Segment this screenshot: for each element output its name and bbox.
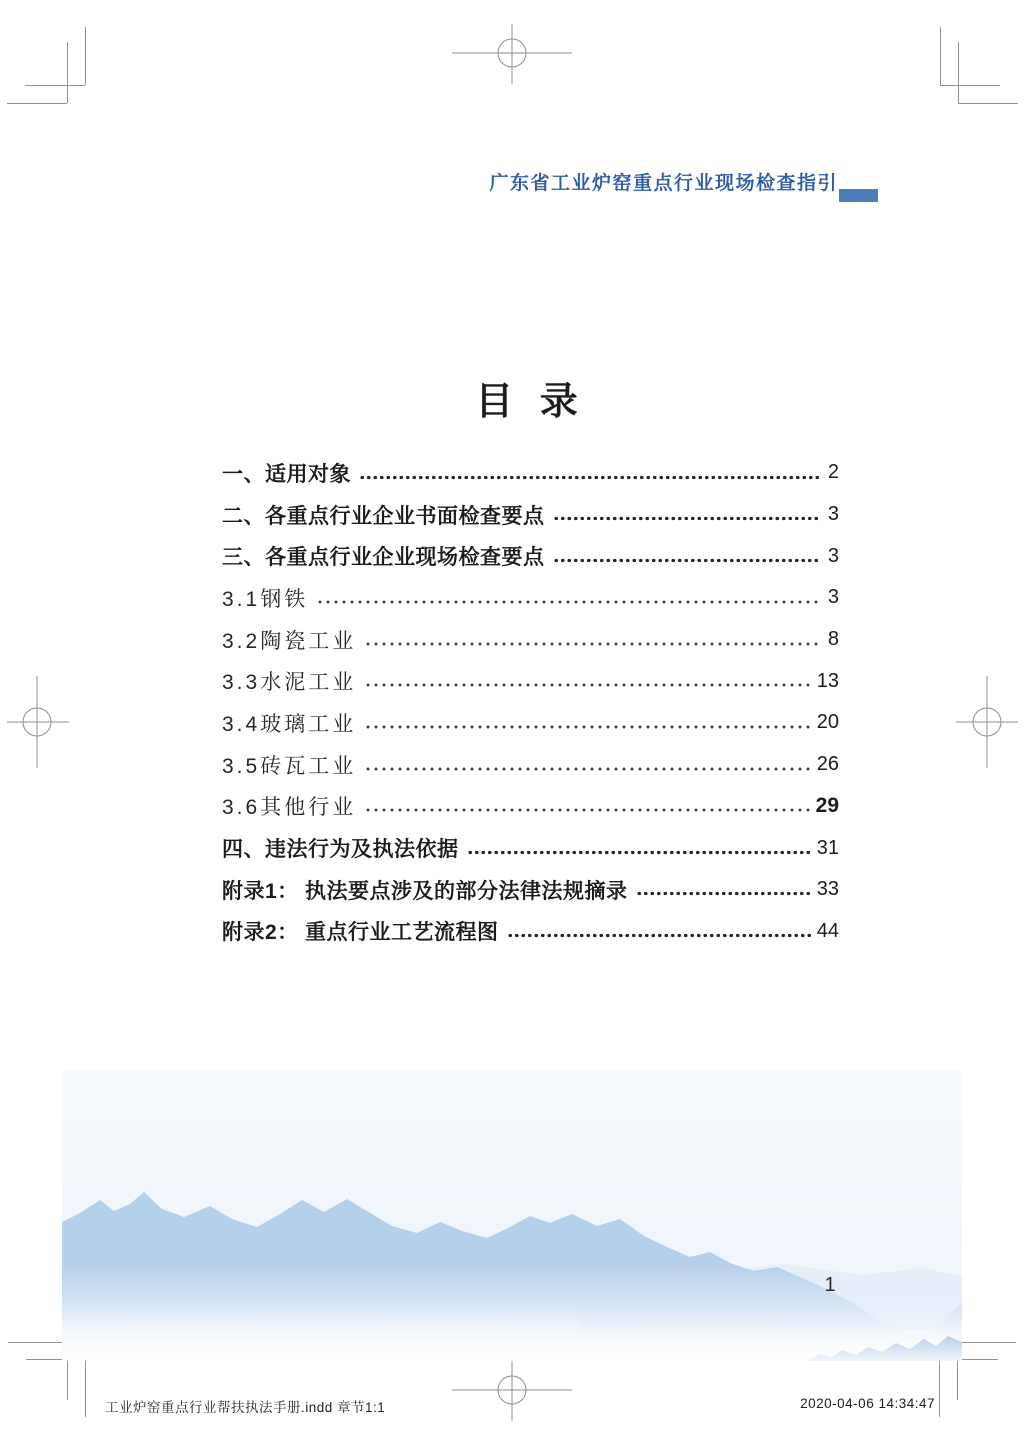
toc-entry [222,911,839,953]
toc-entry-page-number: 44 [816,919,839,942]
toc-entry-label: 一、适用对象 [222,462,351,486]
toc-entry-page-number: 13 [816,669,839,692]
toc-entry-label: 3.6其他行业 [222,796,357,820]
toc-entry [222,827,839,869]
dot-leader [467,827,812,869]
toc-entry-label: 三、各重点行业企业现场检查要点 [222,546,545,570]
toc-entry [222,535,839,577]
dot-leader [364,744,812,786]
registration-mark-left-icon [7,676,69,768]
footer-file-info: 工业炉窑重点行业帮扶执法手册.indd 章节1:1 [105,1400,386,1415]
toc-entry-label: 3.4玻璃工业 [222,712,357,736]
dot-leader [364,786,810,828]
toc-entry-page-number: 29 [815,794,839,818]
footer-timestamp: 2020-04-06 14:34:47 [800,1396,935,1411]
toc-entry-page-number: 2 [827,461,839,484]
toc-entry [222,660,839,702]
toc-entry [222,494,839,536]
toc-entry [222,744,839,786]
toc-entry-page-number: 8 [827,628,839,651]
dot-leader [507,911,812,953]
registration-mark-bottom-icon [452,1359,572,1423]
dot-leader [359,452,820,494]
toc-entry-label: 3.2陶瓷工业 [222,629,357,653]
toc-entry-label: 二、各重点行业企业书面检查要点 [222,504,545,528]
registration-mark-right-icon [956,676,1018,768]
toc-entry [222,869,839,911]
toc-entry-page-number: 3 [827,544,839,567]
dot-leader [364,619,820,661]
toc-entry-page-number: 20 [816,711,839,734]
dot-leader [316,577,820,619]
toc-entry-page-number: 3 [827,586,839,609]
toc-entry-label: 3.3水泥工业 [222,671,357,695]
dot-leader [636,869,812,911]
header-accent-bar [839,189,878,202]
toc-entry [222,702,839,744]
toc-entry-label: 3.1钢铁 [222,587,309,611]
toc-list [222,452,839,952]
toc-entry [222,619,839,661]
toc-entry-page-number: 33 [816,878,839,901]
toc-entry-page-number: 3 [827,503,839,526]
toc-entry-label: 附录1： 执法要点涉及的部分法律法规摘录 [222,879,628,903]
toc-entry-label: 四、违法行为及执法依据 [222,838,459,862]
dot-leader [364,660,812,702]
dot-leader [364,702,812,744]
toc-entry [222,577,839,619]
toc-entry-label: 3.5砖瓦工业 [222,754,357,778]
dot-leader [553,535,821,577]
toc-entry [222,786,839,828]
registration-mark-top-icon [452,22,572,86]
page-number: 1 [824,1274,836,1296]
dot-leader [553,494,821,536]
mountain-mist-image [62,1070,962,1361]
toc-entry-page-number: 26 [816,753,839,776]
toc-entry [222,452,839,494]
toc-entry-page-number: 31 [816,836,839,859]
document-header-title: 广东省工业炉窑重点行业现场检查指引 [489,173,838,194]
toc-entry-label: 附录2： 重点行业工艺流程图 [222,921,499,945]
toc-title: 目 录 [475,381,586,423]
